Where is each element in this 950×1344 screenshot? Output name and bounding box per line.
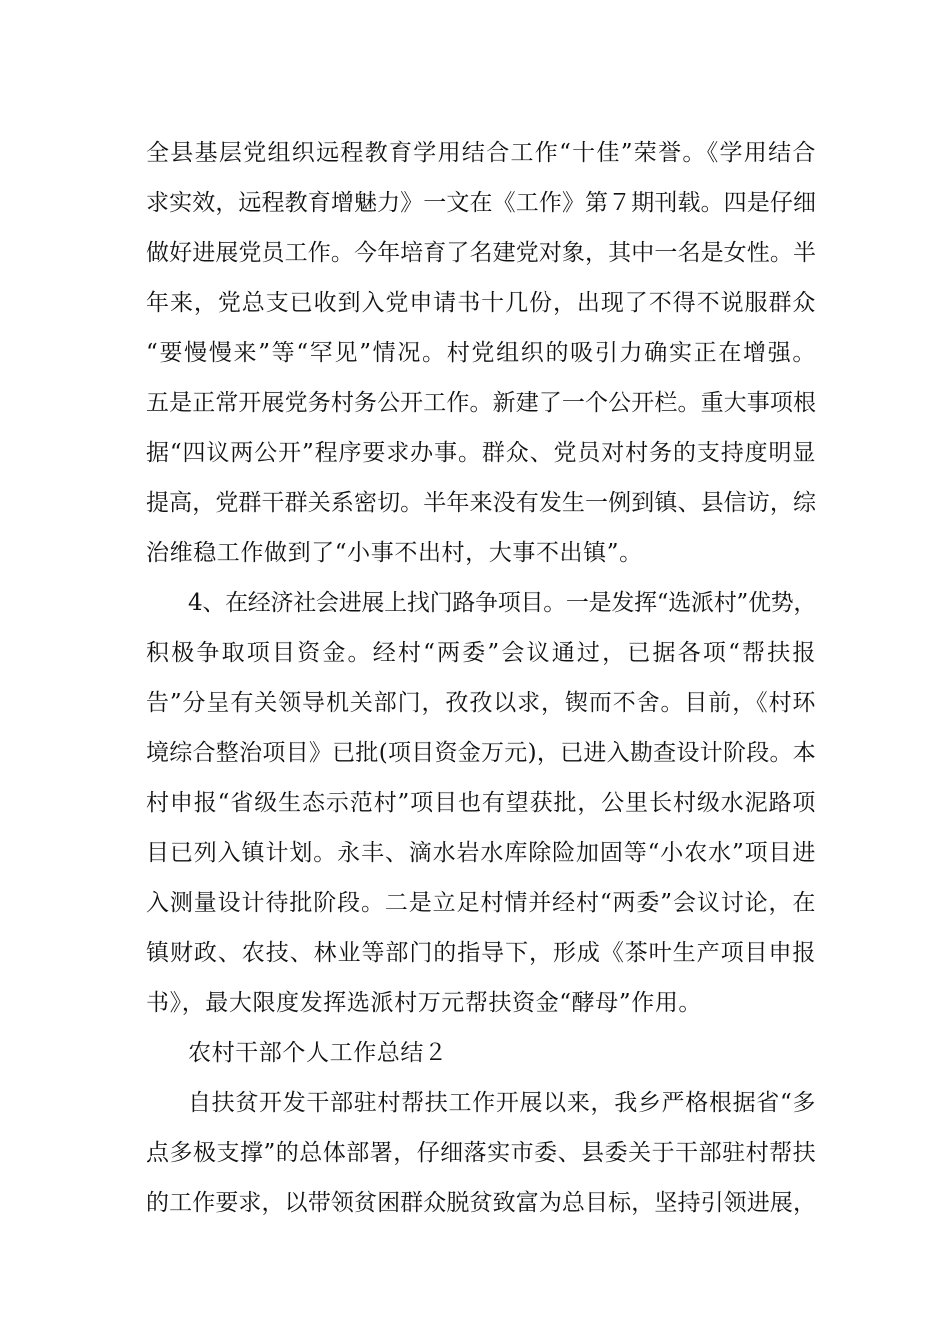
body-text-line: 求实效，远程教育增魅力》一文在《工作》第７期刊载。四是仔细: [146, 190, 816, 216]
section-heading: 农村干部个人工作总结２: [188, 1040, 448, 1066]
body-text-line: 镇财政、农技、林业等部门的指导下，形成《茶叶生产项目申报: [146, 940, 816, 966]
body-text-line: 治维稳工作做到了“小事不出村，大事不出镇”。: [146, 540, 643, 566]
paragraph-first-line: 自扶贫开发干部驻村帮扶工作开展以来，我乡严格根据省“多: [188, 1090, 816, 1116]
body-text-line: 的工作要求，以带领贫困群众脱贫致富为总目标，坚持引领进展，: [146, 1190, 816, 1216]
body-text-line: 据“四议两公开”程序要求办事。群众、党员对村务的支持度明显: [146, 440, 816, 466]
body-text-line: 做好进展党员工作。今年培育了名建党对象，其中一名是女性。半: [146, 240, 816, 266]
body-text-line: 村申报“省级生态示范村”项目也有望获批，公里长村级水泥路项: [146, 790, 816, 816]
body-text-line: 点多极支撑”的总体部署，仔细落实市委、县委关于干部驻村帮扶: [146, 1140, 816, 1166]
body-text-line: 积极争取项目资金。经村“两委”会议通过，已据各项“帮扶报: [146, 640, 816, 666]
body-text-line: 全县基层党组织远程教育学用结合工作“十佳”荣誉。《学用结合: [146, 140, 816, 166]
paragraph-first-line: 4、在经济社会进展上找门路争项目。一是发挥“选派村”优势，: [188, 590, 816, 616]
body-text-line: 五是正常开展党务村务公开工作。新建了一个公开栏。重大事项根: [146, 390, 816, 416]
body-text-line: 境综合整治项目》已批(项目资金万元)，已进入勘查设计阶段。本: [146, 740, 816, 766]
body-text-line: 目已列入镇计划。永丰、滴水岩水库除险加固等“小农水”项目进: [146, 840, 816, 866]
body-text-line: 告”分呈有关领导机关部门，孜孜以求，锲而不舍。目前，《村环: [146, 690, 816, 716]
body-text-line: 年来，党总支已收到入党申请书十几份，出现了不得不说服群众: [146, 290, 816, 316]
body-text-line: 书》，最大限度发挥选派村万元帮扶资金“酵母”作用。: [146, 990, 703, 1016]
body-text-line: “要慢慢来”等“罕见”情况。村党组织的吸引力确实正在增强。: [146, 340, 816, 366]
body-text-line: 提高，党群干群关系密切。半年来没有发生一例到镇、县信访，综: [146, 490, 816, 516]
body-text-line: 入测量设计待批阶段。二是立足村情并经村“两委”会议讨论，在: [146, 890, 816, 916]
